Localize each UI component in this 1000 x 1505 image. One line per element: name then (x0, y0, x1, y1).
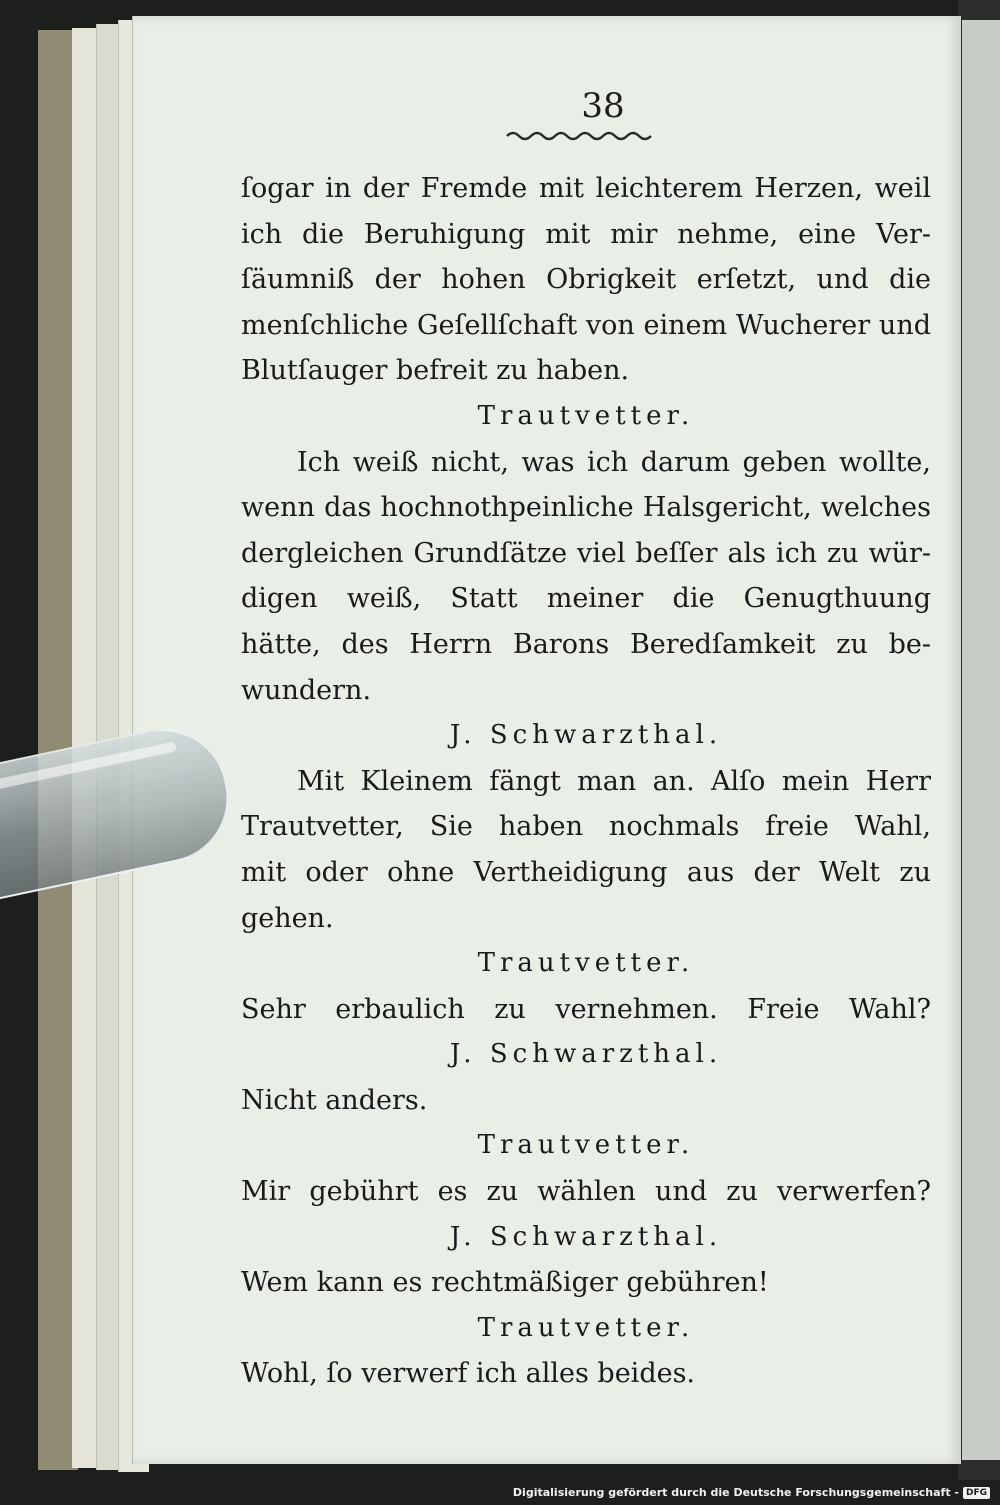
text-line: Nicht anders. (241, 1084, 428, 1116)
text-line: wundern. (241, 674, 372, 706)
digitization-credit (513, 1486, 990, 1499)
text-line: wenn das hochnothpeinliche Halsgericht, welches (241, 492, 931, 524)
text-line: Mit Kleinem fängt man an. Alſo mein Herr (297, 765, 931, 797)
text-line: ich die Beruhigung mit mir nehme, eine Ver- (241, 218, 931, 250)
wave-ornament (505, 128, 653, 142)
credit-text: Digitalisierung gefördert durch die Deutsche Forschungsgemeinschaft - (512, 1486, 959, 1499)
body-text (241, 166, 931, 1397)
text-line: Mir gebührt es zu wählen und zu verwerfen? (241, 1176, 931, 1208)
page-number: 38 (581, 86, 625, 126)
text-line: hätte, des Herrn Barons Beredſamkeit zu be- (241, 628, 931, 660)
facing-page-edge (962, 20, 1000, 1460)
text-line: ſäumniß der hohen Obrigkeit erſetzt, und die (241, 264, 931, 296)
text-line: gehen. (241, 902, 334, 934)
text-line: Blutſauger befreit zu haben. (241, 355, 630, 387)
text-line: Wem kann es rechtmäßiger gebühren! (241, 1267, 769, 1299)
book-page (132, 16, 961, 1464)
text-line: mit oder ohne Vertheidigung aus der Welt zu (241, 856, 931, 888)
speaker-name: Trautvetter. (477, 400, 695, 431)
text-line: digen weiß, Statt meiner die Genugthuung (241, 583, 931, 615)
text-line: Trautvetter, Sie haben nochmals freie Wahl, (241, 811, 931, 843)
text-line: Wohl, ſo verwerf ich alles beides. (241, 1358, 696, 1390)
speaker-name: Trautvetter. (477, 1312, 695, 1343)
speaker-name: J. Schwarzthal. (449, 1039, 723, 1070)
text-line: dergleichen Grundſätze viel beſſer als ich zu wür- (241, 537, 931, 569)
text-line: menſchliche Geſellſchaft von einem Wucherer und (241, 309, 931, 341)
speaker-name: Trautvetter. (477, 1130, 695, 1161)
speaker-name: Trautvetter. (477, 948, 695, 979)
speaker-name: J. Schwarzthal. (449, 1221, 723, 1252)
speaker-name: J. Schwarzthal. (449, 720, 723, 751)
text-line: Sehr erbaulich zu vernehmen. Freie Wahl? (241, 993, 931, 1025)
dfg-logo: DFG (963, 1487, 990, 1499)
text-line: Ich weiß nicht, was ich darum geben wollte, (297, 446, 931, 478)
text-line: ſogar in der Fremde mit leichterem Herzen, weil (241, 173, 931, 204)
